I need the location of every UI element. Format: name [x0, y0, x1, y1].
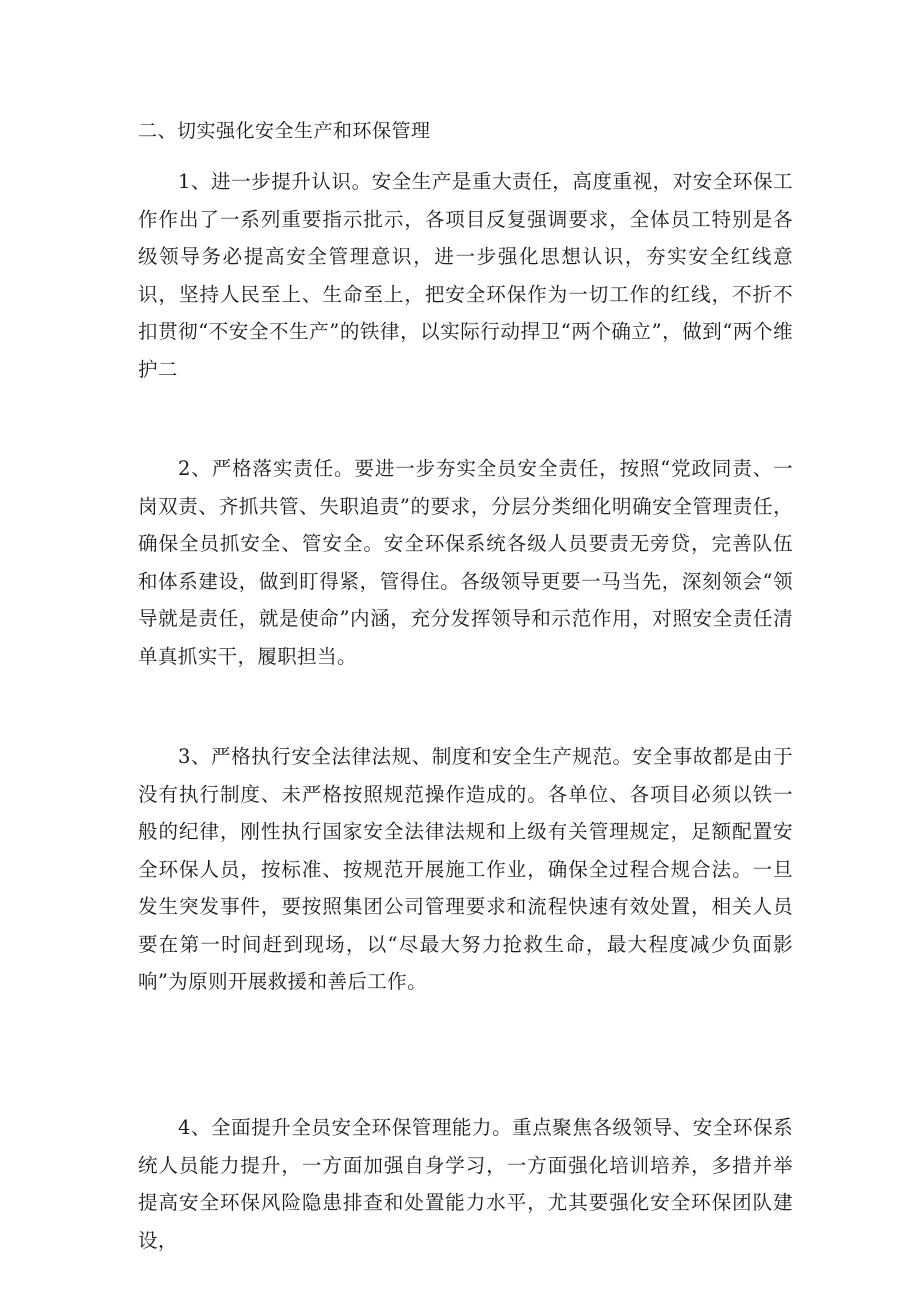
paragraph-enforce-regulations: 3、严格执行安全法律法规、制度和安全生产规范。安全事故都是由于没有执行制度、未严格按照规范操作造成的。各单位、各项目必须以铁一般的纪律，刚性执行国家安全法律法规和上级有关管理规定，足额配置安全环保人员，按标准、按规范开展施工作业，确保全过程合规合法。一旦发生突发事件，要按照集团公司管理要求和流程快速有效处置，相关人员要在第一时间赶到现场，以“尽最大努力抢救生命，最大程度减少负面影响”为原则开展救援和善后工作。: [138, 745, 793, 993]
section-heading: 二、切实强化安全生产和环保管理: [138, 120, 431, 142]
paragraph-implement-responsibility: 2、严格落实责任。要进一步夯实全员安全责任，按照“党政同责、一岗双责、齐抓共管、失职追责”的要求，分层分类细化明确安全管理责任，确保全员抓安全、管安全。安全环保系统各级人员要责无旁贷，完善队伍和体系建设，做到盯得紧，管得住。各级领导更要一马当先，深刻领会“领导就是责任，就是使命”内涵，充分发挥领导和示范作用，对照安全责任清单真抓实干，履职担当。: [138, 457, 793, 668]
paragraph-improve-capability: 4、全面提升全员安全环保管理能力。重点聚焦各级领导、安全环保系统人员能力提升，一方面加强自身学习，一方面强化培训培养，多措并举提高安全环保风险隐患排查和处置能力水平，尤其要强化安全环保团队建设，: [138, 1116, 793, 1252]
paragraph-raise-awareness: 1、进一步提升认识。安全生产是重大责任，高度重视，对安全环保工作作出了一系列重要指示批示，各项目反复强调要求，全体员工特别是各级领导务必提高安全管理意识，进一步强化思想认识，夯实安全红线意识，坚持人民至上、生命至上，把安全环保作为一切工作的红线，不折不扣贯彻“不安全不生产”的铁律，以实际行动捍卫“两个确立”，做到“两个维护二: [138, 170, 793, 381]
